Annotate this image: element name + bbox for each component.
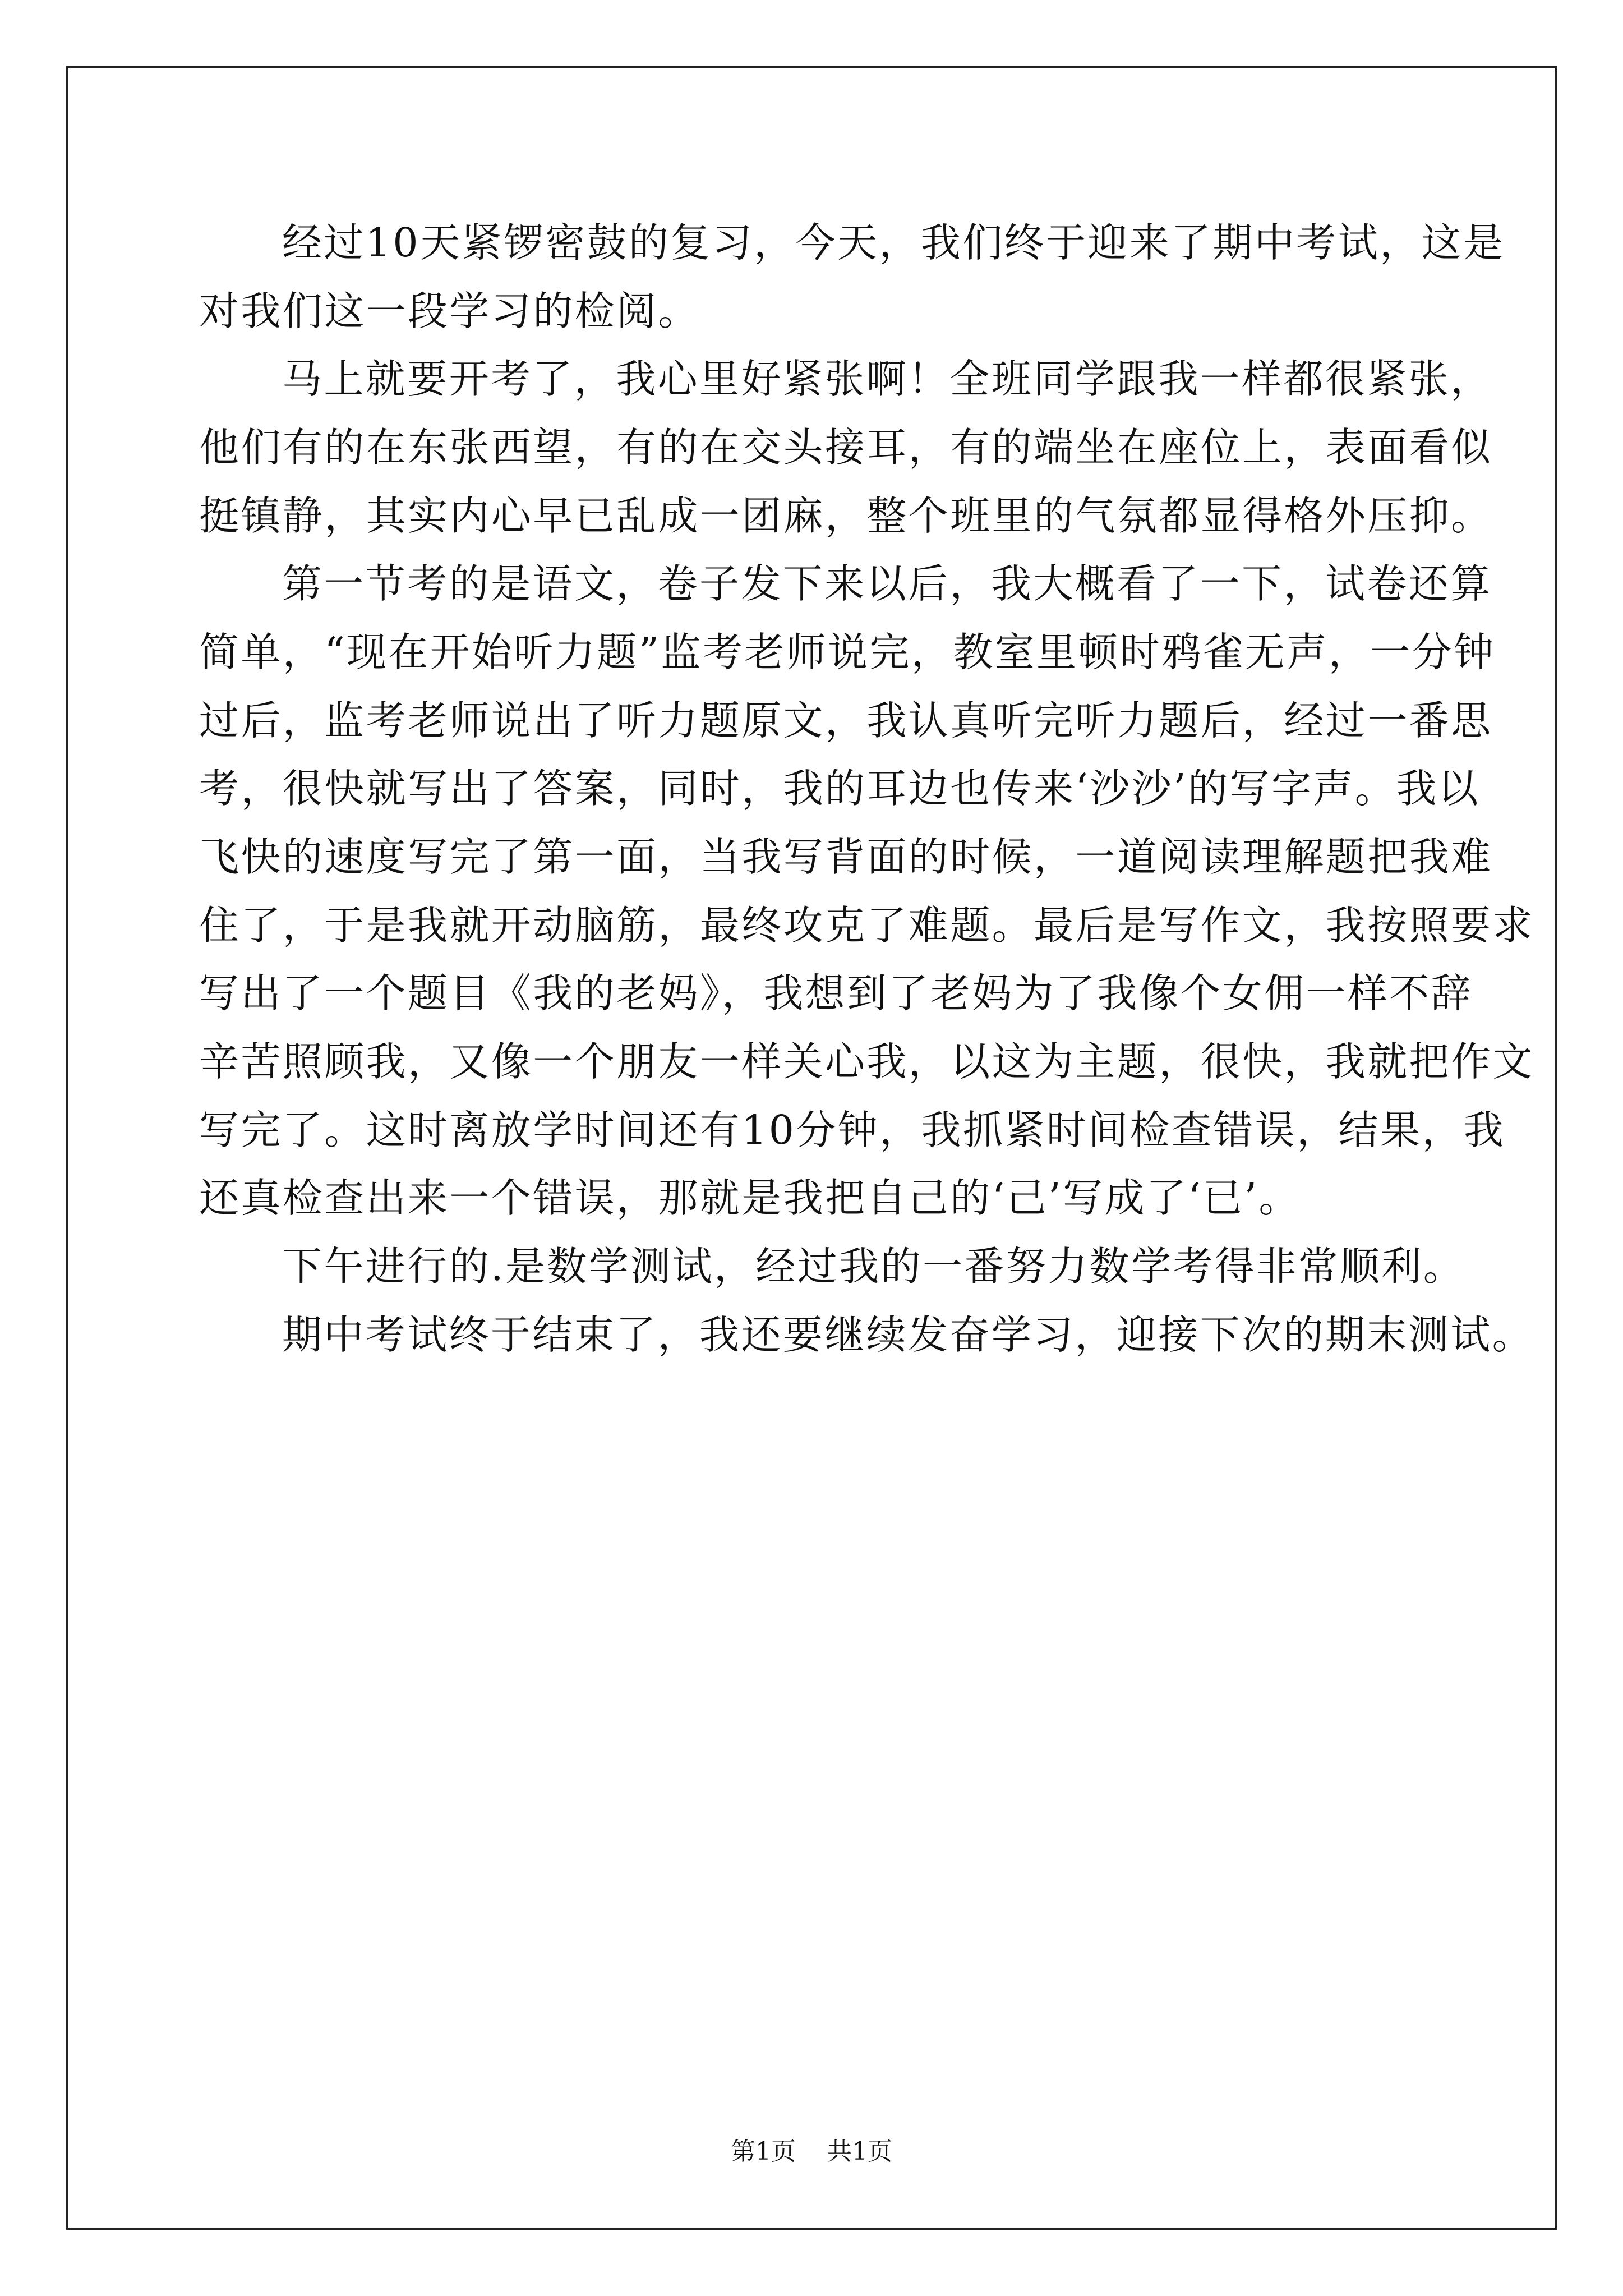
paragraph-1-line-1: 经过10天紧锣密鼓的复习，今天，我们终于迎来了期中考试，这是 bbox=[282, 219, 1505, 266]
page-footer bbox=[0, 2136, 1623, 2168]
paragraph-3-line-8: 辛苦照顾我，又像一个朋友一样关心我，以这为主题，很快，我就把作文 bbox=[199, 1038, 1534, 1085]
paragraph-3-line-5: 飞快的速度写完了第一面，当我写背面的时候，一道阅读理解题把我难 bbox=[199, 834, 1493, 880]
paragraph-4-line-1: 下午进行的.是数学测试，经过我的一番努力数学考得非常顺利。 bbox=[282, 1243, 1465, 1290]
paragraph-3-line-1: 第一节考的是语文，卷子发下来以后，我大概看了一下，试卷还算 bbox=[282, 560, 1492, 607]
paragraph-1-line-2: 对我们这一段学习的检阅。 bbox=[199, 288, 700, 334]
paragraph-2-line-1: 马上就要开考了，我心里好紧张啊！全班同学跟我一样都很紧张， bbox=[282, 356, 1492, 402]
paragraph-5-line-1: 期中考试终于结束了，我还要继续发奋学习，迎接下次的期末测试。 bbox=[282, 1312, 1534, 1358]
paragraph-3-line-7: 写出了一个题目《我的老妈》，我想到了老妈为了我像个女佣一样不辞 bbox=[199, 970, 1473, 1016]
page-number-current: 第1页 bbox=[731, 2137, 796, 2166]
paragraph-2-line-3: 挺镇静，其实内心早已乱成一团麻，整个班里的气氛都显得格外压抑。 bbox=[199, 493, 1493, 539]
paragraph-3-line-2: 简单，“现在开始听力题”监考老师说完，教室里顿时鸦雀无声，一分钟 bbox=[199, 629, 1496, 675]
paragraph-3-line-3: 过后，监考老师说出了听力题原文，我认真听完听力题后，经过一番思 bbox=[199, 697, 1493, 744]
paragraph-3-line-4: 考，很快就写出了答案，同时，我的耳边也传来‘沙沙’的写字声。我以 bbox=[199, 765, 1480, 812]
paragraph-3-line-10: 还真检查出来一个错误，那就是我把自己的‘己’写成了‘已’。 bbox=[199, 1175, 1301, 1221]
paragraph-3-line-6: 住了，于是我就开动脑筋，最终攻克了难题。最后是写作文，我按照要求 bbox=[199, 902, 1534, 949]
page-number-total: 共1页 bbox=[827, 2137, 892, 2166]
paragraph-3-line-9: 写完了。这时离放学时间还有10分钟，我抓紧时间检查错误，结果，我 bbox=[199, 1107, 1506, 1153]
paragraph-2-line-2: 他们有的在东张西望，有的在交头接耳，有的端坐在座位上，表面看似 bbox=[199, 424, 1493, 471]
